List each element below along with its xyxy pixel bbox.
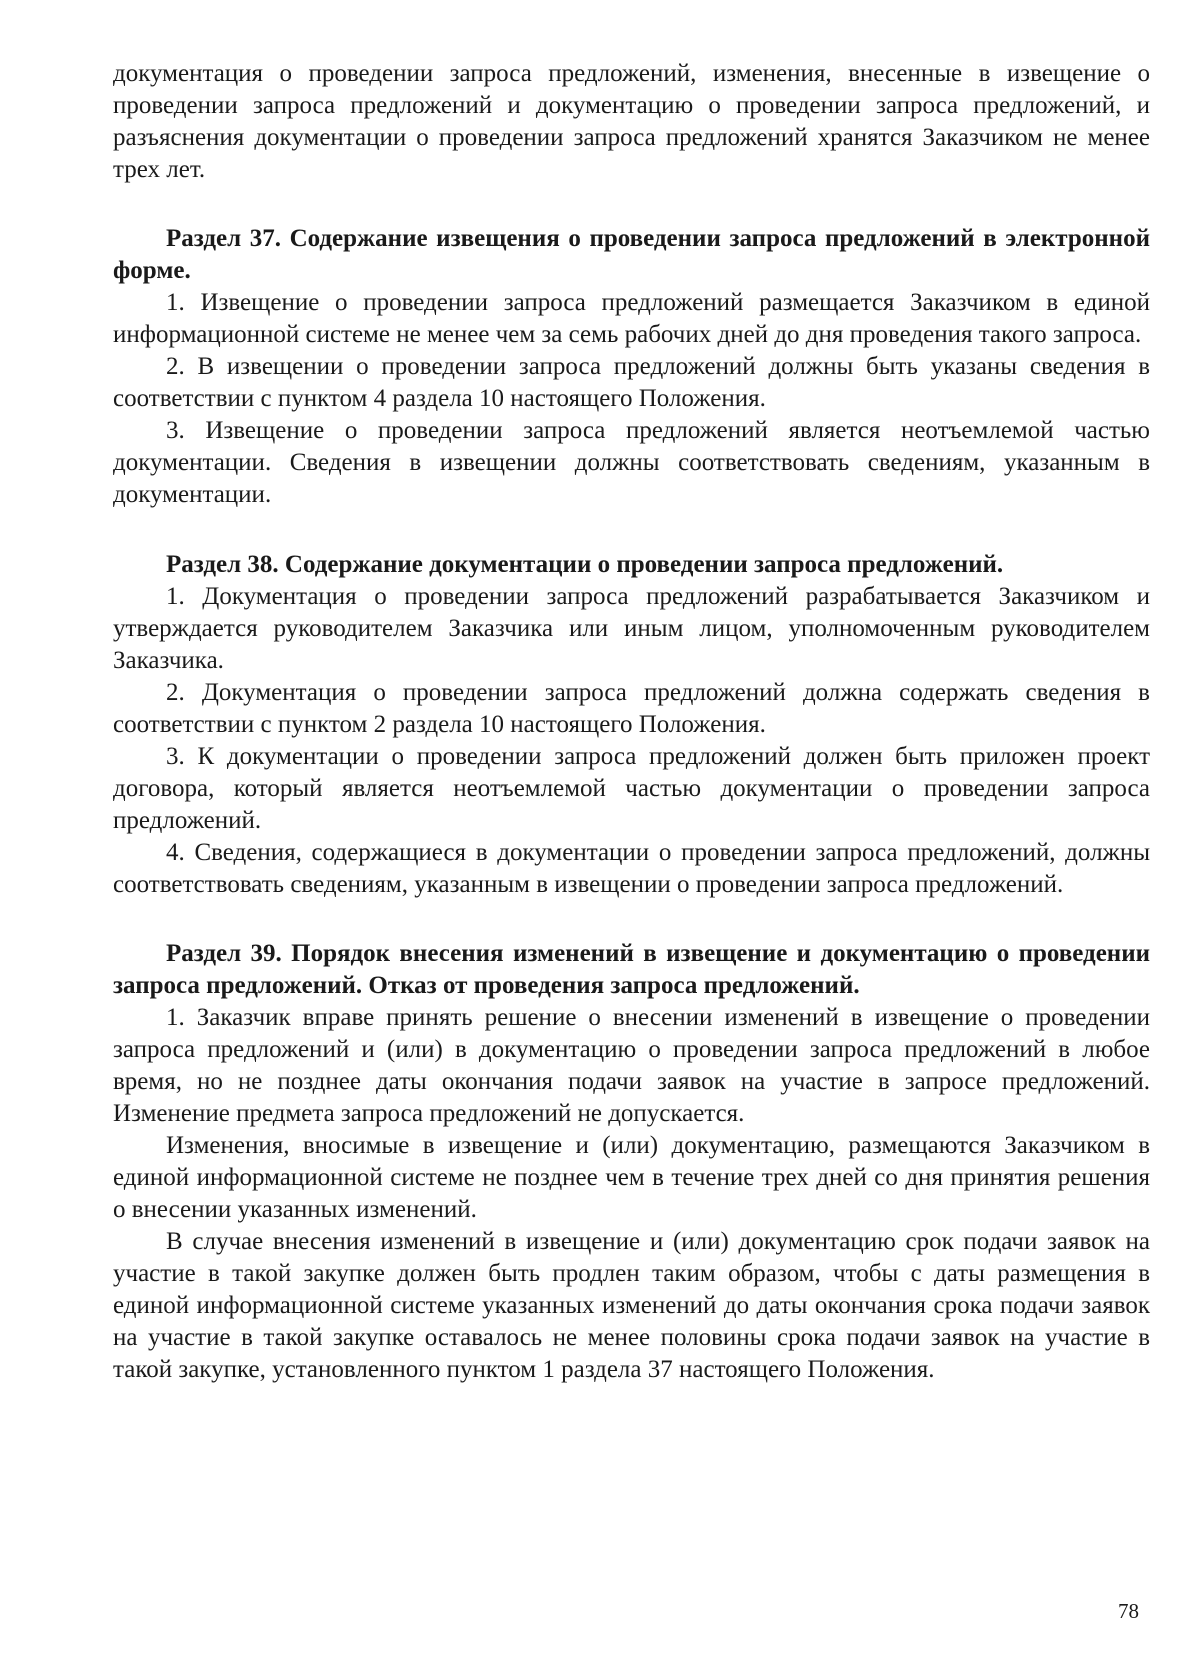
document-page [113, 58, 1150, 1386]
section-37-item-3: 3. Извещение о проведении запроса предложений является неотъемлемой частью документации. Сведения в извещении должны соответствовать сведениям, указанным в документации. [113, 417, 1150, 508]
section-gap [113, 901, 1150, 938]
page-number: 78 [1118, 1599, 1139, 1623]
section-38-item-3: 3. К документации о проведении запроса предложений должен быть приложен проект договора, который является неотъемлемой частью документации о проведении запроса предложений. [113, 743, 1150, 834]
section-39-paragraph-3: В случае внесения изменений в извещение и (или) документацию срок подачи заявок на участие в такой закупке должен быть продлен таким образом, чтобы с даты размещения в единой информационной системе указанных изменений до даты окончания срока подачи заявок на участие в такой закупке оставалось не менее половины срока подачи заявок на участие в такой закупке, установленного пунктом 1 раздела 37 настоящего Положения. [113, 1228, 1150, 1383]
section-39-heading: Раздел 39. Порядок внесения изменений в извещение и документацию о проведении запроса предложений. Отказ от проведения запроса предложений. [113, 940, 1150, 999]
section-37-heading: Раздел 37. Содержание извещения о проведении запроса предложений в электронной форме. [113, 225, 1150, 284]
section-39-paragraph-2: Изменения, вносимые в извещение и (или) документацию, размещаются Заказчиком в единой информационной системе не позднее чем в течение трех дней со дня принятия решения о внесении указанных изменений. [113, 1132, 1150, 1223]
section-gap [113, 511, 1150, 549]
section-39-item-1: 1. Заказчик вправе принять решение о внесении изменений в извещение о проведении запроса предложений и (или) в документацию о проведении запроса предложений в любое время, но не позднее даты окончания подачи заявок на участие в запросе предложений. Изменение предмета запроса предложений не допускается. [113, 1004, 1150, 1127]
section-gap [113, 186, 1150, 223]
section-38-heading: Раздел 38. Содержание документации о проведении запроса предложений. [166, 551, 1004, 578]
section-38-item-1: 1. Документация о проведении запроса предложений разрабатывается Заказчиком и утверждается руководителем Заказчика или иным лицом, уполномоченным руководителем Заказчика. [113, 583, 1150, 674]
section-37-item-1: 1. Извещение о проведении запроса предложений размещается Заказчиком в единой информационной системе не менее чем за семь рабочих дней до дня проведения такого запроса. [113, 289, 1150, 348]
section-38-item-4: 4. Сведения, содержащиеся в документации о проведении запроса предложений, должны соответствовать сведениям, указанным в извещении о проведении запроса предложений. [113, 839, 1150, 898]
intro-paragraph: документация о проведении запроса предложений, изменения, внесенные в извещение о проведении запроса предложений и документацию о проведении запроса предложений, и разъяснения документации о проведении запроса предложений хранятся Заказчиком не менее трех лет. [113, 60, 1150, 183]
section-38-item-2: 2. Документация о проведении запроса предложений должна содержать сведения в соответствии с пунктом 2 раздела 10 настоящего Положения. [113, 679, 1150, 738]
section-37-item-2: 2. В извещении о проведении запроса предложений должны быть указаны сведения в соответствии с пунктом 4 раздела 10 настоящего Положения. [113, 353, 1150, 412]
